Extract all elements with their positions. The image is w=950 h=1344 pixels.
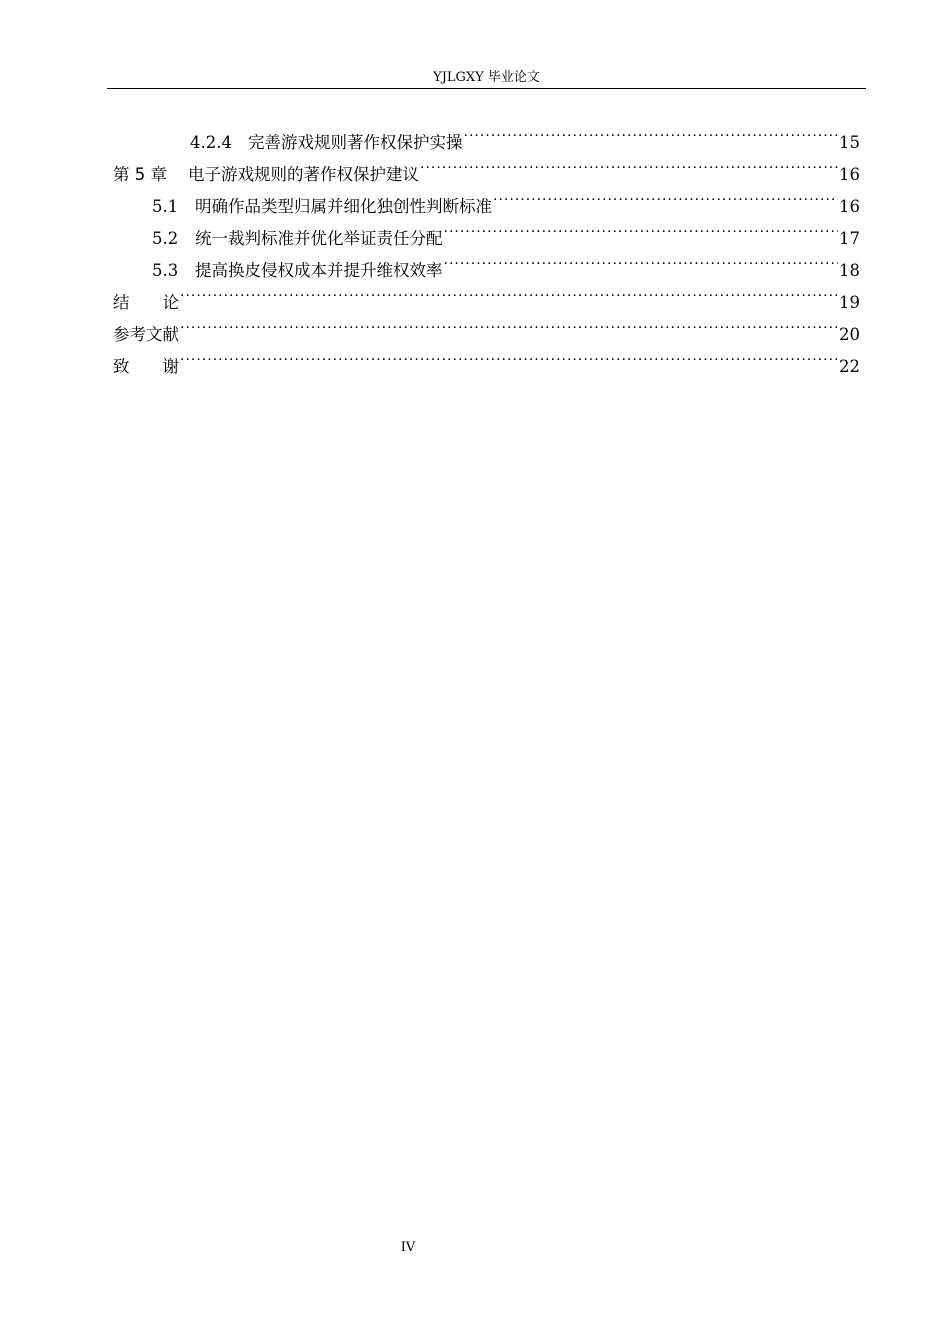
toc-entry-page: 15 bbox=[839, 133, 860, 152]
toc-entry-references[interactable] bbox=[113, 308, 860, 344]
toc-entry-page: 16 bbox=[839, 165, 860, 184]
toc-entry-title: 提高换皮侵权成本并提升维权效率 bbox=[195, 261, 443, 280]
header-rule bbox=[107, 88, 866, 89]
toc-entry-acknowledgements[interactable] bbox=[113, 340, 860, 376]
page-number: IV bbox=[400, 1240, 416, 1255]
toc-entry-number: 5.1 bbox=[152, 197, 179, 216]
dot-leader bbox=[180, 340, 838, 372]
toc-entry-number: 5.2 bbox=[152, 229, 179, 248]
toc-entry-page: 19 bbox=[839, 293, 860, 312]
toc-entry-page: 20 bbox=[839, 325, 860, 344]
toc-entry-page: 17 bbox=[839, 229, 860, 248]
toc-entry-title: 统一裁判标准并优化举证责任分配 bbox=[195, 229, 443, 248]
toc-entry-4-2-4[interactable] bbox=[113, 116, 860, 152]
toc-entry-title: 致 谢 bbox=[113, 357, 179, 376]
toc-entry-number: 第 5 章 bbox=[113, 165, 167, 184]
dot-leader bbox=[464, 116, 839, 148]
toc-entry-number: 5.3 bbox=[152, 261, 179, 280]
toc-entry-page: 22 bbox=[839, 357, 860, 376]
dot-leader bbox=[180, 276, 838, 308]
toc-entry-number: 4.2.4 bbox=[190, 133, 232, 152]
table-of-contents bbox=[113, 116, 860, 376]
toc-entry-title: 参考文献 bbox=[113, 325, 179, 344]
page-header: YJLGXY 毕业论文 bbox=[433, 70, 540, 85]
dot-leader bbox=[180, 308, 838, 340]
toc-entry-title: 完善游戏规则著作权保护实操 bbox=[248, 133, 463, 152]
dot-leader bbox=[444, 212, 839, 244]
dot-leader bbox=[493, 180, 838, 212]
dot-leader bbox=[420, 148, 838, 180]
dot-leader bbox=[444, 244, 839, 276]
toc-entry-title: 明确作品类型归属并细化独创性判断标准 bbox=[195, 197, 492, 216]
toc-entry-title: 电子游戏规则的著作权保护建议 bbox=[188, 165, 419, 184]
toc-entry-page: 16 bbox=[839, 197, 860, 216]
toc-entry-title: 结 论 bbox=[113, 293, 179, 312]
toc-entry-conclusion[interactable] bbox=[113, 276, 860, 312]
toc-entry-page: 18 bbox=[839, 261, 860, 280]
